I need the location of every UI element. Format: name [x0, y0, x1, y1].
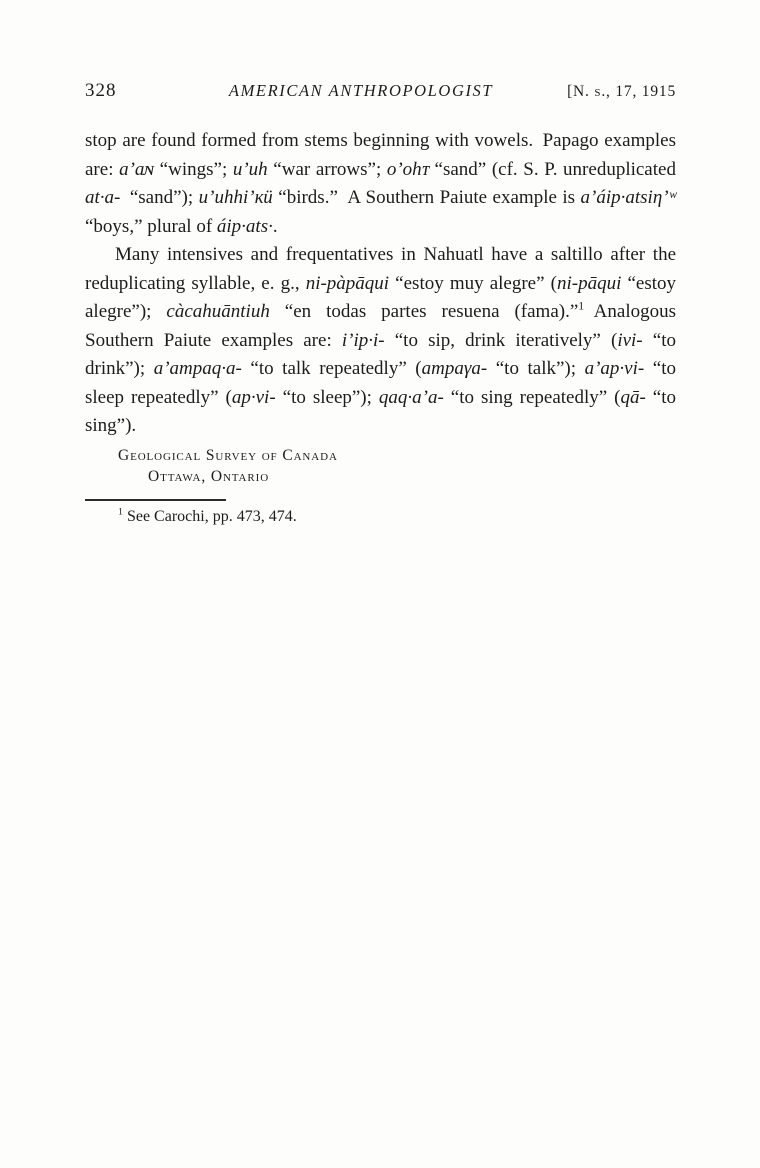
journal-title: AMERICAN ANTHROPOLOGIST	[228, 81, 494, 100]
page-header	[85, 80, 676, 102]
paragraph-continuation: stop are found formed from stems beginning with vowels. Papago examples are: a’aɴ “wings”; u’uh “war arrows”; o’ohᴛ “sand” (cf. S. P. unreduplicated at·a- “sand”); u’uhhi’ᴋü “birds.” A Southern Paiute example is a’áip·atsiη’ʷ “boys,” plural of áip·ats·.	[85, 130, 676, 237]
footnote-marker: 1	[118, 506, 123, 518]
institution-name: Geological Survey of Canada	[118, 446, 338, 464]
article-body	[85, 127, 676, 441]
footnote-separator	[85, 499, 226, 501]
footnote	[85, 506, 676, 528]
paragraph-nahuatl: Many intensives and frequentatives in Nahuatl have a saltillo after the reduplicating syllable, e. g., ni-pàpāqui “estoy muy alegre” (ni-pāqui “estoy alegre”); càcahuāntiuh “en todas partes resuena (fama).”$^1$ Analogous Southern Paiute examples are: i’ip·i- “to sip, drink iteratively” (ivi- “to drink”); a’ampaq·a- “to talk repeatedly” (ampaγa- “to talk”); a’ap·vi- “to sleep repeatedly” (ap·vi- “to sleep”); qaq·a’a- “to sing repeatedly” (qā- “to sing”).	[85, 244, 677, 436]
page-number: 328	[85, 80, 117, 101]
footnote-text: See Carochi, pp. 473, 474.	[122, 507, 297, 525]
issue-info: [N. s., 17, 1915	[567, 83, 676, 100]
institution-location: Ottawa, Ontario	[148, 467, 270, 485]
signature-block	[85, 445, 676, 487]
